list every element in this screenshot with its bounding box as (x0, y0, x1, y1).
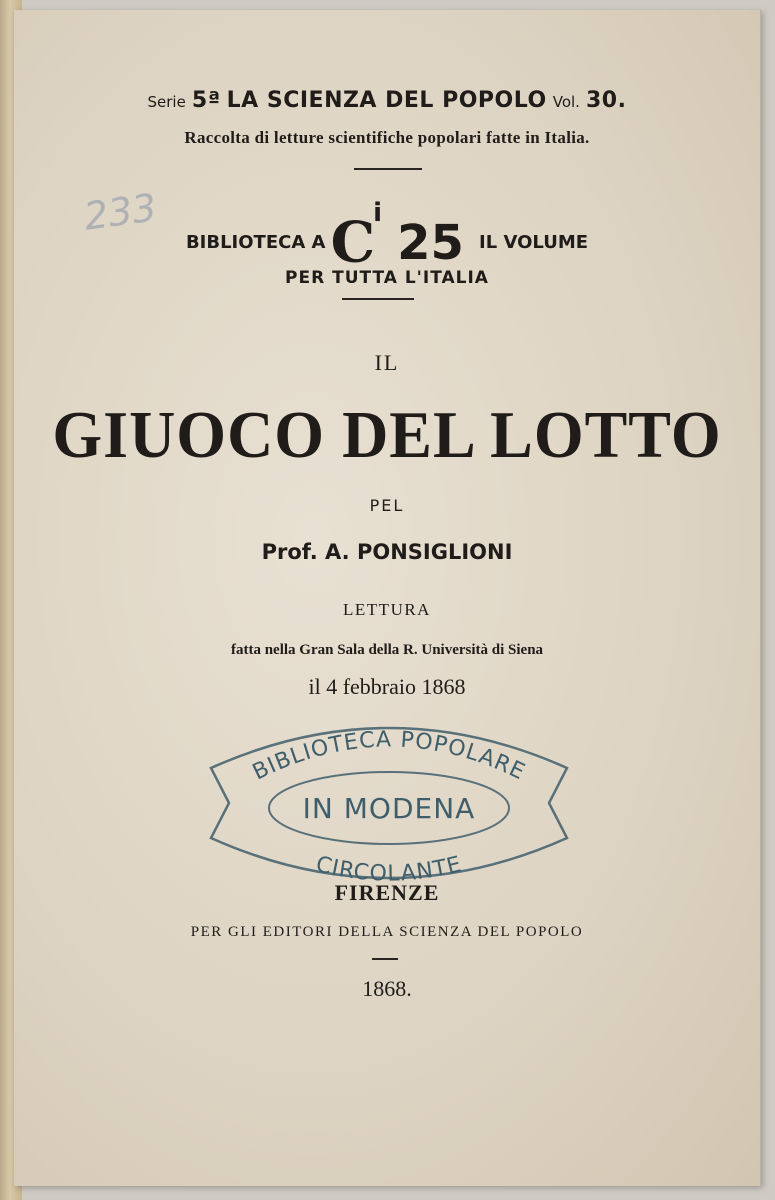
serie-label: Serie (147, 93, 186, 111)
series-line (14, 88, 760, 113)
price-amount: 25 (397, 214, 464, 271)
svg-text:BIBLIOTECA POPOLARE (249, 727, 529, 785)
series-subtitle: Raccolta di letture scientifiche popolari fatte in Italia. (184, 128, 590, 147)
price-left: BIBLIOTECA A (185, 232, 326, 253)
imprint-year: 1868. (362, 976, 412, 1001)
price-c: C (330, 209, 376, 276)
lecture-place: fatta nella Gran Sala della R. Università di Siena (230, 642, 544, 658)
price-right: IL VOLUME (479, 232, 589, 253)
series-title: LA SCIENZA DEL POPOLO (226, 88, 547, 113)
title-page (14, 10, 761, 1186)
price-line (14, 198, 760, 276)
title-article: IL (374, 350, 400, 375)
stamp-top-text: BIBLIOTECA POPOLARE (248, 727, 530, 786)
handwritten-number: 233 (81, 185, 160, 239)
divider-top (354, 168, 422, 170)
vol-number: 30. (585, 88, 627, 113)
divider-bottom (372, 958, 398, 960)
main-title: GIUOCO DEL LOTTO (52, 397, 722, 472)
stamp-middle-text: IN MODENA (302, 792, 476, 825)
lecture-label: LETTURA (343, 600, 431, 619)
imprint-publisher: PER GLI EDITORI DELLA SCIENZA DEL POPOLO (190, 924, 584, 940)
price-scope: PER TUTTA L'ITALIA (285, 268, 489, 288)
library-stamp (199, 708, 579, 898)
imprint-city: FIRENZE (334, 880, 440, 905)
stamp-bottom-text: CIRCOLANTE (313, 851, 465, 887)
title-by: PEL (369, 496, 405, 515)
divider-middle (342, 298, 414, 300)
lecture-date: il 4 febbraio 1868 (308, 674, 466, 699)
price-sup: i (373, 198, 383, 228)
serie-number: 5ª (191, 88, 221, 113)
author: Prof. A. PONSIGLIONI (261, 540, 513, 564)
vol-label: Vol. (552, 93, 580, 111)
